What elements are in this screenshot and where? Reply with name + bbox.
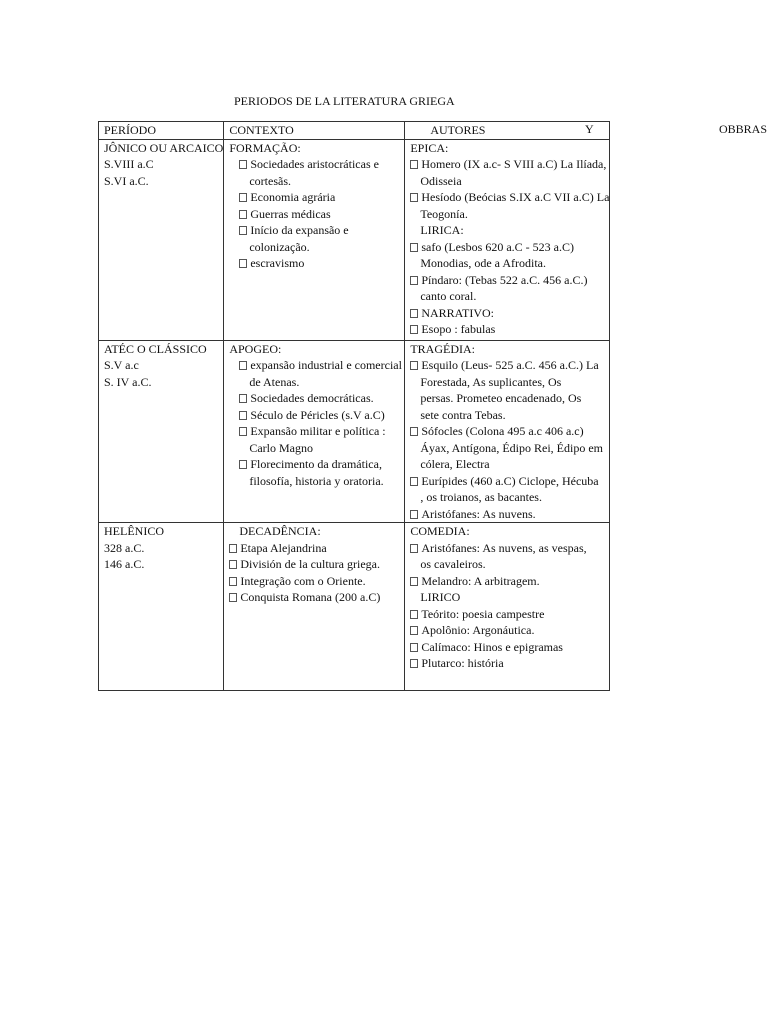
context-item: Economia agrária bbox=[229, 189, 404, 206]
bullet-icon bbox=[410, 510, 418, 519]
author-item: NARRATIVO: bbox=[410, 305, 609, 322]
context-heading: DECADÊNCIA: bbox=[239, 524, 321, 538]
context-item-cont: cortesãs. bbox=[249, 173, 291, 188]
context-item: Etapa Alejandrina bbox=[229, 540, 404, 557]
literature-table bbox=[98, 121, 610, 691]
cell-autores bbox=[405, 340, 610, 523]
cell-contexto bbox=[224, 139, 405, 340]
context-item: Expansão militar e política : bbox=[229, 423, 404, 440]
author-item-cont: Forestada, As suplicantes, Os bbox=[420, 374, 562, 389]
context-item-cont: colonização. bbox=[249, 239, 310, 254]
context-item: Século de Péricles (s.V a.C) bbox=[229, 407, 404, 424]
header-obbras: OBBRAS bbox=[719, 122, 768, 136]
author-item: Aristófanes: As nuvens, as vespas, bbox=[410, 540, 609, 557]
bullet-icon bbox=[239, 226, 247, 235]
cell-periodo bbox=[99, 523, 224, 691]
bullet-icon bbox=[239, 361, 247, 370]
bullet-icon bbox=[239, 427, 247, 436]
author-item: Sófocles (Colona 495 a.c 406 a.c) bbox=[410, 423, 609, 440]
header-y: Y bbox=[585, 122, 594, 136]
bullet-icon bbox=[410, 659, 418, 668]
bullet-icon bbox=[410, 577, 418, 586]
author-item: Hesíodo (Beócias S.IX a.C VII a.C) La bbox=[410, 189, 609, 206]
author-item-cont: os cavaleiros. bbox=[420, 557, 486, 571]
context-item: Guerras médicas bbox=[229, 206, 404, 223]
author-item-cont: Áyax, Antígona, Édipo Rei, Édipo em bbox=[420, 440, 603, 455]
genre-heading: LIRICA: bbox=[420, 223, 464, 237]
bullet-icon bbox=[410, 160, 418, 169]
genre-heading: TRAGÉDIA: bbox=[410, 341, 476, 356]
author-item: Plutarco: história bbox=[410, 655, 609, 672]
bullet-icon bbox=[410, 610, 418, 619]
context-item: Conquista Romana (200 a.C) bbox=[229, 589, 404, 606]
bullet-icon bbox=[410, 276, 418, 285]
bullet-icon bbox=[239, 259, 247, 268]
period-date: 146 a.C. bbox=[104, 557, 145, 571]
author-item: Homero (IX a.c- S VIII a.C) La Ilíada, bbox=[410, 156, 609, 173]
context-item: expansão industrial e comercial bbox=[229, 357, 404, 374]
context-item: Florecimento da dramática, bbox=[229, 456, 404, 473]
bullet-icon bbox=[410, 361, 418, 370]
context-item: Sociedades aristocráticas e bbox=[229, 156, 404, 173]
bullet-icon bbox=[410, 193, 418, 202]
bullet-icon bbox=[410, 243, 418, 252]
bullet-icon bbox=[239, 210, 247, 219]
author-item-cont: canto coral. bbox=[420, 289, 477, 303]
header-periodo: PERÍODO bbox=[99, 122, 224, 140]
cell-periodo bbox=[99, 340, 224, 523]
author-item: Melandro: A arbitragem. bbox=[410, 573, 609, 590]
bullet-icon bbox=[410, 325, 418, 334]
context-item: División de la cultura griega. bbox=[229, 556, 404, 573]
period-date: S.V a.c bbox=[104, 358, 139, 372]
period-date: 328 a.C. bbox=[104, 540, 145, 555]
bullet-icon bbox=[239, 460, 247, 469]
cell-autores bbox=[405, 139, 610, 340]
author-item-cont: Monodias, ode a Afrodita. bbox=[420, 256, 546, 270]
bullet-icon bbox=[239, 394, 247, 403]
table-row bbox=[99, 139, 610, 340]
header-autores bbox=[405, 122, 610, 140]
bullet-icon bbox=[239, 411, 247, 420]
author-item-cont: sete contra Tebas. bbox=[420, 407, 506, 422]
context-item: Integração com o Oriente. bbox=[229, 573, 404, 590]
author-item: Apolônio: Argonáutica. bbox=[410, 622, 609, 639]
context-item: Sociedades democráticas. bbox=[229, 390, 404, 407]
bullet-icon bbox=[229, 544, 237, 553]
author-item-cont: cólera, Electra bbox=[420, 457, 490, 471]
author-item-cont: Teogonía. bbox=[420, 206, 468, 221]
cell-autores bbox=[405, 523, 610, 691]
bullet-icon bbox=[410, 309, 418, 318]
table-header-row bbox=[99, 122, 610, 140]
document-title: PERIODOS DE LA LITERATURA GRIEGA bbox=[234, 94, 455, 108]
author-item-cont: persas. Prometeo encadenado, Os bbox=[420, 391, 582, 405]
table-row bbox=[99, 523, 610, 691]
context-heading: APOGEO: bbox=[229, 341, 282, 356]
author-item: Aristófanes: As nuvens. bbox=[410, 506, 609, 523]
bullet-icon bbox=[410, 477, 418, 486]
context-heading: FORMAÇÃO: bbox=[229, 140, 301, 155]
bullet-icon bbox=[239, 193, 247, 202]
period-name: JÔNICO OU ARCAICO bbox=[104, 140, 224, 155]
period-name: ATÉC O CLÁSSICO bbox=[104, 341, 207, 356]
author-item: Eurípides (460 a.C) Ciclope, Hécuba bbox=[410, 473, 609, 490]
genre-heading: COMEDIA: bbox=[410, 524, 470, 538]
context-item-cont: de Atenas. bbox=[249, 374, 300, 389]
author-item-cont: Odisseia bbox=[420, 173, 462, 188]
genre-heading: EPICA: bbox=[410, 140, 449, 155]
period-date: S.VI a.C. bbox=[104, 173, 149, 188]
bullet-icon bbox=[239, 160, 247, 169]
context-item-cont: filosofía, historia y oratoria. bbox=[249, 473, 384, 488]
genre-heading: LIRICO bbox=[420, 590, 461, 604]
author-item: safo (Lesbos 620 a.C - 523 a.C) bbox=[410, 239, 609, 256]
author-item: Esopo : fabulas bbox=[410, 321, 609, 338]
cell-contexto bbox=[224, 523, 405, 691]
author-item: Píndaro: (Tebas 522 a.C. 456 a.C.) bbox=[410, 272, 609, 289]
author-item: Esquilo (Leus- 525 a.C. 456 a.C.) La bbox=[410, 357, 609, 374]
cell-contexto bbox=[224, 340, 405, 523]
bullet-icon bbox=[410, 643, 418, 652]
period-date: S. IV a.C. bbox=[104, 374, 152, 389]
bullet-icon bbox=[410, 544, 418, 553]
context-item: escravismo bbox=[229, 255, 404, 272]
context-item: Início da expansão e bbox=[229, 222, 404, 239]
bullet-icon bbox=[229, 577, 237, 586]
bullet-icon bbox=[410, 427, 418, 436]
header-contexto: CONTEXTO bbox=[224, 122, 405, 140]
period-date: S.VIII a.C bbox=[104, 157, 154, 171]
author-item-cont: , os troianos, as bacantes. bbox=[420, 490, 542, 504]
header-autores-label: AUTORES bbox=[430, 123, 486, 137]
period-name: HELÊNICO bbox=[104, 524, 164, 538]
table-row bbox=[99, 340, 610, 523]
author-item: Calímaco: Hinos e epigramas bbox=[410, 639, 609, 656]
context-item-cont: Carlo Magno bbox=[249, 440, 313, 455]
bullet-icon bbox=[229, 593, 237, 602]
bullet-icon bbox=[410, 626, 418, 635]
bullet-icon bbox=[229, 560, 237, 569]
author-item: Teórito: poesia campestre bbox=[410, 606, 609, 623]
cell-periodo bbox=[99, 139, 224, 340]
